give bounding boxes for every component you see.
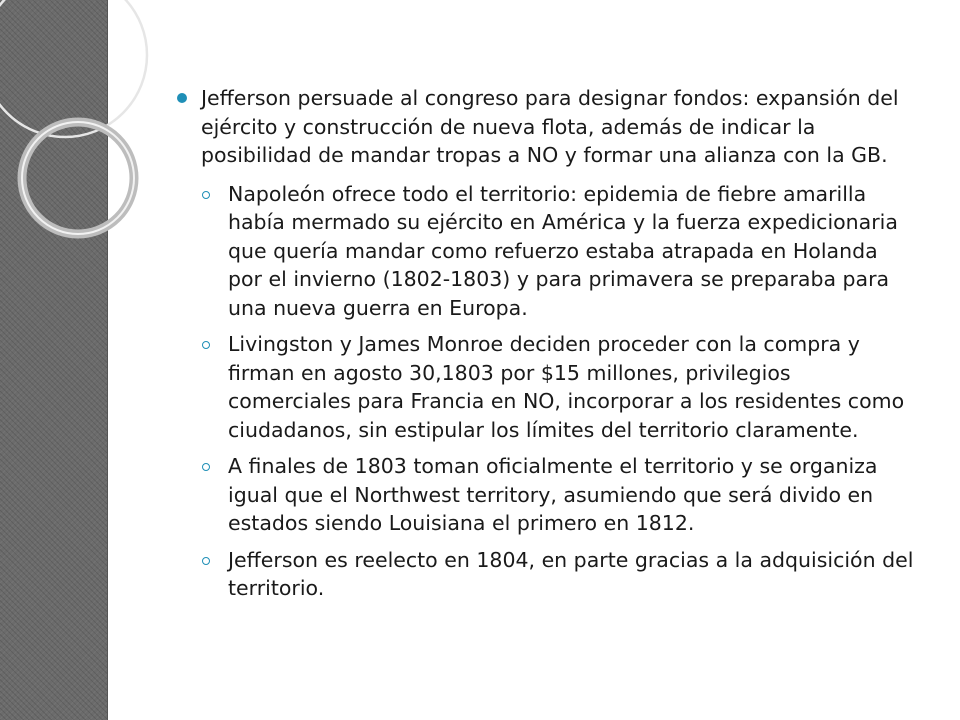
ring-large	[0, 0, 147, 137]
sub-bullet-text: A finales de 1803 toman oficialmente el territorio y se organiza igual que el Northwest territory, asumiendo que será divido en estados siendo Louisiana el primero en 1812.	[228, 454, 878, 535]
sub-bullet-item	[175, 330, 915, 444]
sub-bullet-item	[175, 546, 915, 603]
bullet-ring-icon	[202, 341, 210, 349]
decorative-rings	[0, 0, 190, 260]
slide-content	[175, 84, 915, 611]
bullet-ring-icon	[202, 557, 210, 565]
sub-bullet-text: Livingston y James Monroe deciden proceder con la compra y firman en agosto 30,1803 por $15 millones, privilegios comerciales para Francia en NO, incorporar a los residentes como ciudadanos, sin estipular los límites del territorio claramente.	[228, 332, 905, 442]
sub-bullet-list	[175, 180, 915, 603]
bullet-ring-icon	[202, 463, 210, 471]
main-bullet	[175, 84, 915, 170]
bullet-ring-icon	[202, 191, 210, 199]
sub-bullet-text: Napoleón ofrece todo el territorio: epidemia de fiebre amarilla había mermado su ejército en América y la fuerza expedicionaria que quería mandar como refuerzo estaba atrapada en Holanda por el invierno (1802-1803) y para primavera se preparaba para una nueva guerra en Europa.	[228, 181, 898, 320]
bullet-dot-icon	[177, 93, 187, 103]
sub-bullet-text: Jefferson es reelecto en 1804, en parte gracias a la adquisición del territorio.	[228, 547, 914, 600]
sub-bullet-item	[175, 180, 915, 323]
sub-bullet-item	[175, 452, 915, 538]
ring-small-inner	[22, 122, 134, 234]
main-bullet-text: Jefferson persuade al congreso para designar fondos: expansión del ejército y construcción de nueva flota, además de indicar la posibilidad de mandar tropas a NO y formar una alianza con la GB.	[201, 86, 899, 167]
